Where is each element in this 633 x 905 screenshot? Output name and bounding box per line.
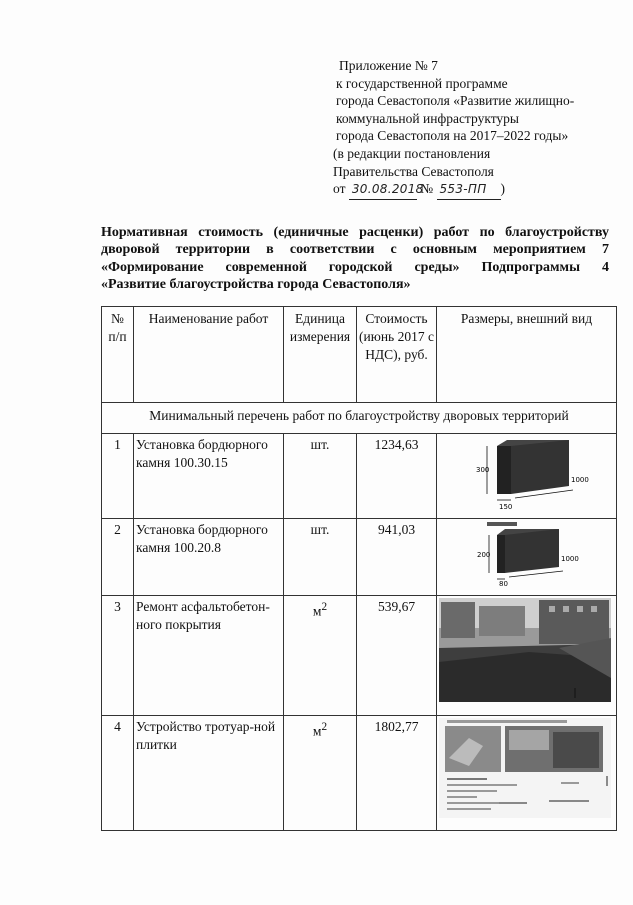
table-row [102,716,617,831]
curb-stone-drawing [439,521,589,587]
document-title [101,224,609,294]
annex-header [333,57,574,200]
asphalt-photo [439,598,611,702]
row-num: 3 [102,596,134,716]
annex-line: города Севастополя «Развитие жилищно- [336,93,575,109]
title-line: «Формирование современной городской среды» Подпрограммы 4 [101,259,609,275]
row-cost: 1234,63 [357,434,437,519]
header-unit: Единица измерения [284,307,357,403]
decree-date-line [333,180,505,200]
row-image-cell [437,519,617,596]
header-name: Наименование работ [134,307,284,403]
table-header-row [102,307,617,403]
row-name: Устройство тротуар-ной плитки [134,716,284,831]
table-row [102,519,617,596]
annex-line: Правительства Севастополя [333,163,494,179]
row-num: 1 [102,434,134,519]
dim-height: 300 [476,466,490,474]
closing-bracket: ) [500,181,505,197]
title-line: Нормативная стоимость (единичные расценки) работ по благоустройству [101,225,609,240]
unit-sup: 2 [321,601,328,613]
section-title: Минимальный перечень работ по благоустройству дворовых территорий [102,403,617,434]
dim-width: 150 [499,503,513,511]
row-unit: шт. [284,434,357,519]
row-image-cell [437,434,617,519]
row-num: 4 [102,716,134,831]
dim-length: 1000 [561,555,579,563]
dim-length: 1000 [571,476,589,484]
paving-tile-sheet [439,718,611,818]
row-cost: 539,67 [357,596,437,716]
row-name: Установка бордюрного камня 100.30.15 [134,434,284,519]
unit-sup: 2 [321,721,328,733]
unit-text: м [312,723,322,739]
header-cost: Стоимость (июнь 2017 с НДС), руб. [357,307,437,403]
curb-stone-drawing [439,436,589,512]
header-size: Размеры, внешний вид [437,307,617,403]
from-prefix: от [333,181,346,197]
row-name: Ремонт асфальтобетон-ного покрытия [134,596,284,716]
dim-width: 80 [499,580,508,587]
section-row [102,403,617,434]
row-num: 2 [102,519,134,596]
annex-line: коммунальной инфраструктуры [336,110,519,126]
row-name: Установка бордюрного камня 100.20.8 [134,519,284,596]
header-num: № п/п [102,307,134,403]
annex-line: (в редакции постановления [333,145,491,161]
handwritten-date: 30.08.2018 [349,181,417,200]
row-unit [284,716,357,831]
table-row [102,596,617,716]
title-line: дворовой территории в соответствии с основным мероприятием 7 [101,242,609,258]
number-prefix: № [420,181,434,197]
row-image-cell [437,596,617,716]
row-cost: 1802,77 [357,716,437,831]
row-image-cell [437,716,617,831]
handwritten-number: 553-ПП [437,181,501,200]
price-table [101,306,617,831]
unit-text: м [312,603,322,619]
annex-line: к государственной программе [336,75,508,91]
row-unit [284,596,357,716]
annex-line: города Севастополя на 2017–2022 годы» [336,128,569,144]
dim-height: 200 [477,551,491,559]
row-cost: 941,03 [357,519,437,596]
annex-line: Приложение № 7 [339,58,438,73]
row-unit: шт. [284,519,357,596]
table-row [102,434,617,519]
title-line: «Развитие благоустройства города Севастополя» [101,277,411,293]
